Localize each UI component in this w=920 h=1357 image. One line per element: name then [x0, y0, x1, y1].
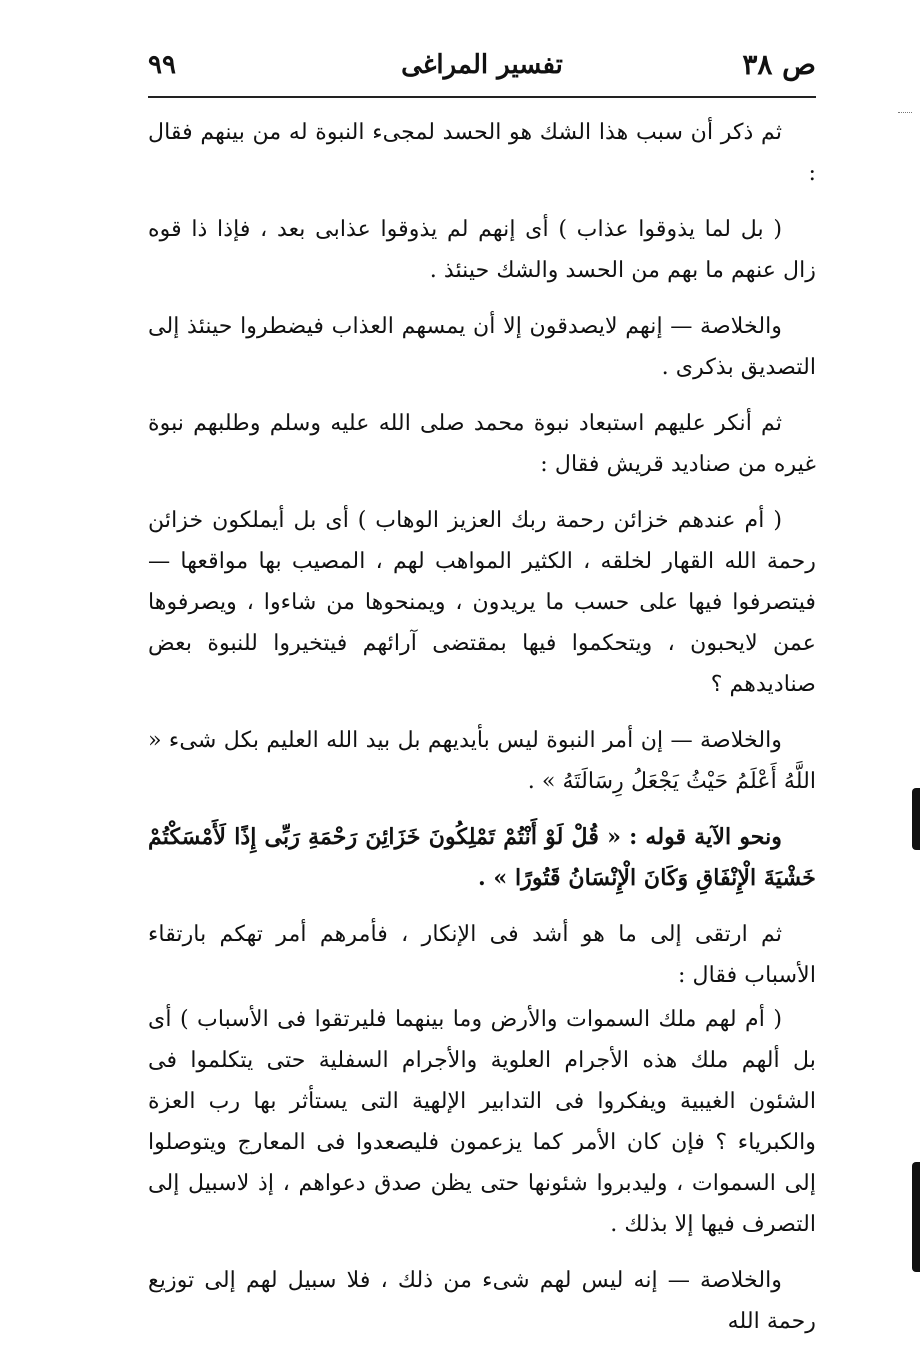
- paragraph: ثم أنكر عليهم استبعاد نبوة محمد صلى الله عليه وسلم وطلبهم نبوة غيره من صناديد قريش فقال :: [148, 410, 816, 477]
- scan-edge-mark: [912, 788, 920, 850]
- running-header: [148, 40, 816, 98]
- paragraph: والخلاصة — إن أمر النبوة ليس بأيديهم بل بيد الله العليم بكل شىء « اللَّهُ أَعْلَمُ حَيْثُ يَجْعَلُ رِسَالَتَهُ » .: [148, 727, 816, 794]
- paragraph: والخلاصة — إنه ليس لهم شىء من ذلك ، فلا سبيل لهم إلى توزيع رحمة الله: [148, 1267, 816, 1334]
- paragraph-quran-quote: ونحو الآية قوله : « قُلْ لَوْ أَنْتُمْ تَمْلِكُونَ خَزَائِنَ رَحْمَةِ رَبِّى إِذًا لَأَمْسَكْتُمْ خَشْيَةَ الْإِنْفَاقِ وَكَانَ الْإِنْسَانُ قَتُورًا » .: [148, 824, 816, 891]
- scan-edge-mark: [912, 1162, 920, 1272]
- paragraph: ثم ذكر أن سبب هذا الشك هو الحسد لمجىء النبوة له من بينهم فقال :: [148, 119, 816, 186]
- paragraph: ( بل لما يذوقوا عذاب ) أى إنهم لم يذوقوا عذابى بعد ، فإذا ذا قوه زال عنهم ما بهم من الحسد والشك حينئذ .: [148, 216, 816, 283]
- book-title: تفسير المراغى: [401, 50, 563, 80]
- paragraph: والخلاصة — إنهم لايصدقون إلا أن يمسهم العذاب فيضطروا حينئذ إلى التصديق بذكرى .: [148, 313, 816, 380]
- surah-reference: ص ٣٨: [742, 48, 816, 81]
- paragraph: ( أم عندهم خزائن رحمة ربك العزيز الوهاب ) أى بل أيملكون خزائن رحمة الله القهار لخلقه ، الكثير المواهب لهم ، المصيب بها مواقعها — فيتصرفوا فيها على حسب ما يريدون ، ويمنحوها من شاءوا ، ويصرفوها عمن لايحبون ، ويتحكموا فيها بمقتضى آرائهم فيتخيروا للنبوة بعض صناديدهم ؟: [148, 507, 816, 697]
- scan-speck: [898, 112, 912, 117]
- paragraph: ثم ارتقى إلى ما هو أشد فى الإنكار ، فأمرهم أمر تهكم بارتقاء الأسباب فقال :: [148, 921, 816, 988]
- paragraph: ( أم لهم ملك السموات والأرض وما بينهما فليرتقوا فى الأسباب ) أى بل ألهم ملك هذه الأجرام العلوية والأجرام السفلية حتى يتكلموا فى الشئون الغيبية ويفكروا فى التدابير الإلهية التى يستأثر بها رب العزة والكبرياء ؟ فإن كان الأمر كما يزعمون فليصعدوا فى المعارج ويتوصلوا إلى السموات ، وليدبروا شئونها حتى يظن صدق دعواهم ، إذ لاسبيل إلى التصرف فيها إلا بذلك .: [148, 1006, 816, 1237]
- page-number: ٩٩: [148, 50, 176, 80]
- commentary-text: [148, 112, 816, 1357]
